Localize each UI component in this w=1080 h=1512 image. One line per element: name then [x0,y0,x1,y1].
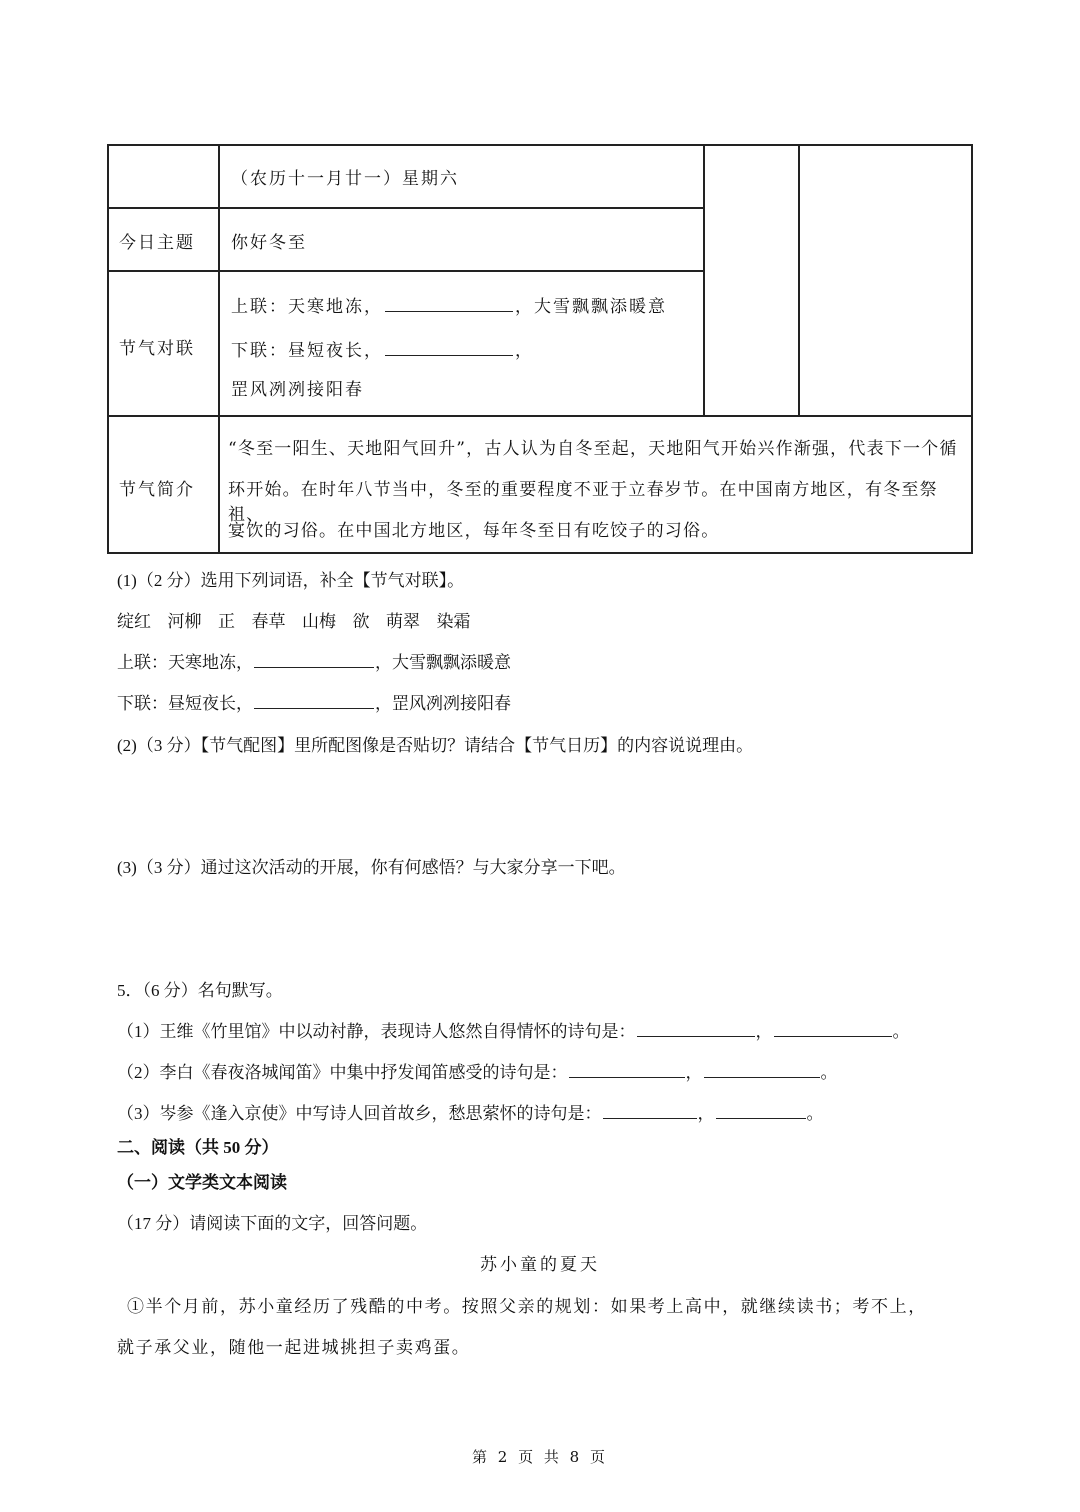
q3-stem: (3)（3 分）通过这次活动的开展，你有何感悟？与大家分享一下吧。 [117,858,626,877]
solar-term-calendar-table [107,144,973,554]
table-border-top [107,144,973,146]
story-para-1-line-2: 就子承父业，随他一起进城挑担子卖鸡蛋。 [117,1338,471,1358]
q1-lower-couplet [117,689,511,714]
q1-down-suffix: ，罡风冽冽接阳春 [375,694,511,713]
q5-2-period: 。 [820,1063,838,1082]
theme-value: 你好冬至 [231,233,307,253]
q1-up-prefix: 上联：天寒地冻， [117,653,253,672]
intro-line-1: “冬至一阳生、天地阳气回升”，古人认为自冬至起，天地阳气开始兴作渐强，代表下一个循 [228,439,958,459]
q5-3-blank-a[interactable] [603,1104,697,1119]
table-row-line-2 [107,270,704,272]
q2-stem: (2)（3 分）【节气配图】里所配图像是否贴切？请结合【节气日历】的内容说说理由。 [117,736,754,755]
story-para-1-line-1: ①半个月前，苏小童经历了残酷的中考。按照父亲的规划：如果考上高中，就继续读书；考不上， [127,1297,927,1317]
q1-up-answer-blank[interactable] [254,653,374,668]
table-row-line-1 [107,207,704,209]
q5-item-2 [117,1058,838,1083]
q5-1-comma: ， [755,1022,773,1041]
couplet-down-suffix: ， [515,341,534,361]
q1-up-suffix: ，大雪飘飘添暖意 [375,653,511,672]
q5-item-3 [117,1099,824,1124]
couplet-label: 节气对联 [119,339,195,359]
q5-stem: 5．（6 分）名句默写。 [117,981,283,1000]
intro-line-2: 环开始。在时年八节当中，冬至的重要程度不亚于立春岁节。在中国南方地区，有冬至祭祖、 [228,480,938,525]
table-border-left [107,144,109,554]
section-2-subheading: （一）文学类文本阅读 [117,1173,287,1192]
table-col-divider-2 [703,144,705,415]
q1-upper-couplet [117,648,511,673]
couplet-down-prefix: 下联：昼短夜长， [231,341,383,361]
q5-item-3-text: （3）岑参《逢入京使》中写诗人回首故乡，愁思萦怀的诗句是： [117,1104,602,1123]
couplet-up-blank [385,297,513,312]
q2-answer-area[interactable] [117,765,967,845]
couplet-down-blank [385,341,513,356]
q5-1-blank-a[interactable] [637,1022,755,1037]
couplet-down-line [231,336,534,361]
q5-3-period: 。 [806,1104,824,1123]
reading-instruction: （17 分）请阅读下面的文字，回答问题。 [117,1214,428,1233]
q5-item-2-text: （2）李白《春夜洛城闻笛》中集中抒发闻笛感受的诗句是： [117,1063,568,1082]
couplet-up-line [231,292,667,317]
table-col-divider-3 [798,144,800,415]
q1-down-prefix: 下联：昼短夜长， [117,694,253,713]
q5-3-comma: ， [697,1104,715,1123]
couplet-down-line2: 罡风冽冽接阳春 [231,380,364,400]
q5-2-blank-b[interactable] [704,1063,820,1078]
q5-2-comma: ， [685,1063,703,1082]
table-row-line-3 [107,415,973,417]
section-2-heading: 二、阅读（共 50 分） [117,1138,279,1157]
q5-1-period: 。 [892,1022,910,1041]
table-col-divider [218,144,220,554]
theme-label: 今日主题 [119,233,195,253]
page-footer: 第 2 页 共 8 页 [472,1448,608,1466]
q1-down-answer-blank[interactable] [254,694,374,709]
table-date-cell: （农历十一月廿一）星期六 [231,169,459,189]
couplet-up-prefix: 上联：天寒地冻， [231,297,383,317]
couplet-up-suffix: ，大雪飘飘添暖意 [515,297,667,317]
intro-line-3: 宴饮的习俗。在中国北方地区，每年冬至日有吃饺子的习俗。 [228,521,720,541]
q1-stem: (1)（2 分）选用下列词语，补全【节气对联】。 [117,571,465,590]
q5-item-1 [117,1017,910,1042]
table-border-bottom [107,552,973,554]
q5-3-blank-b[interactable] [716,1104,806,1119]
q1-word-bank: 绽红 河柳 正 春草 山梅 欲 萌翠 染霜 [117,612,471,631]
q5-1-blank-b[interactable] [774,1022,892,1037]
q3-answer-area[interactable] [117,888,967,968]
intro-label: 节气简介 [119,480,195,500]
story-title: 苏小童的夏天 [480,1255,600,1275]
q5-2-blank-a[interactable] [569,1063,685,1078]
q5-item-1-text: （1）王维《竹里馆》中以动衬静，表现诗人悠然自得情怀的诗句是： [117,1022,636,1041]
